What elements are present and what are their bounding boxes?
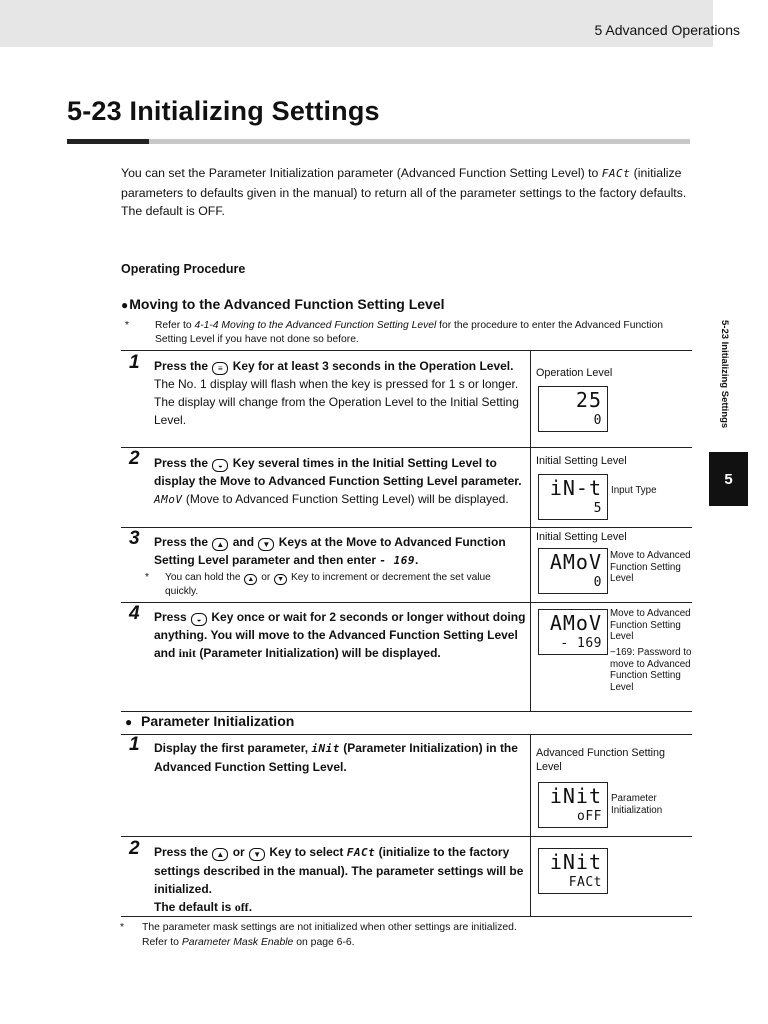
- table-rule: [121, 836, 692, 837]
- step-number: 2: [129, 838, 140, 859]
- step-number: 1: [129, 352, 140, 373]
- section-heading-text: Parameter Initialization: [141, 713, 295, 729]
- bullet-icon: ●: [125, 715, 133, 729]
- table-rule: [121, 447, 692, 448]
- default-code: off: [234, 900, 249, 914]
- intro-text-cont: (initialize parameters to defaults given in the manual) to return all of the parameter settings to the factory defaults.: [121, 166, 687, 200]
- footnote-ref-prefix: Refer to: [142, 937, 182, 948]
- footnote: [120, 920, 682, 950]
- step-bold-text-cont: (Parameter Initialization) in the Advanced Function Setting Level.: [154, 741, 518, 774]
- step-text: [154, 739, 526, 776]
- step-note-text-cont: Key to increment or decrement the set value quickly.: [165, 572, 491, 597]
- step-bold-text: Press the: [154, 359, 212, 373]
- side-tab-label: 5-23 Initializing Settings: [719, 320, 730, 429]
- step-note-or: or: [258, 572, 274, 583]
- step-bold-text-cont: Key to select: [266, 845, 347, 859]
- lcd-top: AMoV: [549, 611, 602, 635]
- lcd-code-password: - 169: [379, 554, 416, 567]
- lcd-bottom: 5: [593, 501, 602, 516]
- note-reference: 4-1-4 Moving to the Advanced Function Setting Level: [194, 320, 437, 331]
- level-key-icon: ≡: [212, 362, 228, 375]
- section-heading-advanced: [121, 296, 445, 312]
- note-text: Refer to: [155, 320, 195, 331]
- mode-key-icon: ◒: [191, 613, 207, 626]
- level-label: Initial Setting Level: [536, 531, 627, 543]
- section-note: [125, 319, 689, 346]
- table-column-divider: [530, 350, 531, 711]
- lcd-code-init: iNit: [311, 742, 340, 755]
- section-heading-text: Moving to the Advanced Function Setting Level: [129, 296, 445, 312]
- lcd-bottom: oFF: [577, 809, 602, 824]
- lcd-caption: Move to Advanced Function Setting Level: [610, 550, 691, 585]
- mode-key-icon: ◒: [212, 459, 228, 472]
- step-note: [145, 571, 525, 599]
- asterisk-icon: *: [120, 922, 125, 933]
- lcd-code-fact: FACt: [601, 167, 631, 180]
- note-text-cont: for the procedure to enter the Advanced Function Setting Level if you have not done so before.: [155, 320, 663, 345]
- bullet-icon: ●: [121, 298, 129, 312]
- lcd-caption: Move to Advanced Function Setting Level: [610, 608, 691, 643]
- lcd-bottom: FACt: [568, 875, 602, 890]
- step-bold-or: or: [229, 845, 249, 859]
- lcd-code-amov: AMoV: [154, 493, 183, 506]
- footnote-ref-suffix: on page 6-6.: [293, 937, 355, 948]
- down-key-icon: ▼: [274, 574, 287, 585]
- lcd-top: 25: [575, 388, 602, 412]
- step-text: [154, 843, 526, 916]
- init-code: init: [178, 646, 197, 660]
- up-key-icon: ▲: [212, 848, 228, 861]
- lcd-top: AMoV: [549, 550, 602, 574]
- step-number: 1: [129, 734, 140, 755]
- table-rule: [121, 916, 692, 917]
- table-rule: [121, 527, 692, 528]
- footnote-text: The parameter mask settings are not initialized when other settings are initialized.: [142, 922, 517, 933]
- table-rule: [121, 734, 692, 735]
- step-bold-text: Press the: [154, 535, 212, 549]
- lcd-code-fact: FACt: [346, 846, 376, 859]
- step-bold-end: .: [415, 553, 419, 567]
- lcd-top: iNit: [549, 850, 602, 874]
- lcd-display: [538, 848, 608, 894]
- step-default: The default is: [154, 900, 235, 914]
- table-rule: [121, 602, 692, 603]
- step-number: 3: [129, 528, 140, 549]
- title-rule-accent: [67, 139, 149, 144]
- down-key-icon: ▼: [249, 848, 265, 861]
- lcd-top: iNit: [549, 784, 602, 808]
- table-rule: [121, 350, 692, 351]
- intro-paragraph: [121, 164, 693, 221]
- step-number: 4: [129, 603, 140, 624]
- lcd-display: [538, 386, 608, 432]
- lcd-top: iN-t: [549, 476, 602, 500]
- lcd-display: [538, 609, 608, 655]
- up-key-icon: ▲: [212, 538, 228, 551]
- chapter-tab: 5: [709, 452, 748, 506]
- asterisk-icon: *: [145, 572, 149, 583]
- lcd-display: [538, 782, 608, 828]
- down-key-icon: ▼: [258, 538, 274, 551]
- step-bold-text-cont: Keys at the Move to Advanced Function Setting Level parameter and then enter: [154, 535, 506, 567]
- step-text: [154, 454, 526, 509]
- level-label: Operation Level: [536, 367, 613, 379]
- step-text: [154, 533, 526, 570]
- step-bold-text-cont: Key once or wait for 2 seconds or longer without doing anything. You will move to the Advanced Function Setting Level and: [154, 610, 526, 660]
- operating-procedure-heading: Operating Procedure: [121, 262, 246, 276]
- step-bold-text: Press the: [154, 845, 212, 859]
- step-text: [154, 357, 526, 429]
- lcd-caption: Parameter Initialization: [611, 793, 663, 816]
- level-label: Advanced Function Setting Level: [536, 747, 666, 773]
- level-label: Initial Setting Level: [536, 455, 627, 467]
- step-body: The No. 1 display will flash when the key is pressed for 1 s or longer. The display will change from the Operation Level to the Initial Setting Level.: [154, 377, 519, 427]
- step-bold-text: Press: [154, 610, 191, 624]
- lcd-bottom: 0: [593, 413, 602, 428]
- step-body: (Move to Advanced Function Setting Level) will be displayed.: [182, 492, 509, 506]
- step-bold-end: (Parameter Initialization) will be displayed.: [196, 646, 441, 660]
- asterisk-icon: *: [125, 320, 130, 331]
- step-bold-text: Press the: [154, 456, 212, 470]
- lcd-display: [538, 474, 608, 520]
- step-bold-text-cont: Key for at least 3 seconds in the Operation Level.: [229, 359, 514, 373]
- up-key-icon: ▲: [244, 574, 257, 585]
- intro-default: The default is OFF.: [121, 204, 225, 218]
- footnote-reference: Parameter Mask Enable: [181, 937, 294, 948]
- title-rule: [149, 139, 690, 144]
- step-default-end: .: [248, 900, 253, 914]
- lcd-bottom: 0: [593, 575, 602, 590]
- running-header: 5 Advanced Operations: [594, 22, 740, 38]
- step-bold-end: (initialize to the factory settings described in the manual). The parameter settings will be initialized.: [154, 845, 524, 896]
- step-bold-and: and: [229, 535, 258, 549]
- lcd-caption-password: −169: Password to move to Advanced Function Setting Level: [610, 647, 692, 693]
- step-text: [154, 608, 526, 662]
- table-rule: [121, 711, 692, 712]
- step-number: 2: [129, 448, 140, 469]
- section-heading-initialization: [125, 713, 294, 729]
- page-title: 5-23 Initializing Settings: [67, 96, 380, 126]
- step-bold-text: Display the first parameter,: [154, 741, 312, 755]
- intro-text: You can set the Parameter Initialization parameter (Advanced Function Setting Level) to: [121, 166, 602, 180]
- lcd-caption: Input Type: [611, 485, 657, 496]
- step-bold-text-cont: Key several times in the Initial Setting Level to display the Move to Advanced Function Setting Level parameter.: [154, 456, 522, 488]
- lcd-display: [538, 548, 608, 594]
- step-note-text: You can hold the: [165, 572, 244, 583]
- table-column-divider: [530, 734, 531, 916]
- lcd-bottom: - 169: [560, 636, 602, 651]
